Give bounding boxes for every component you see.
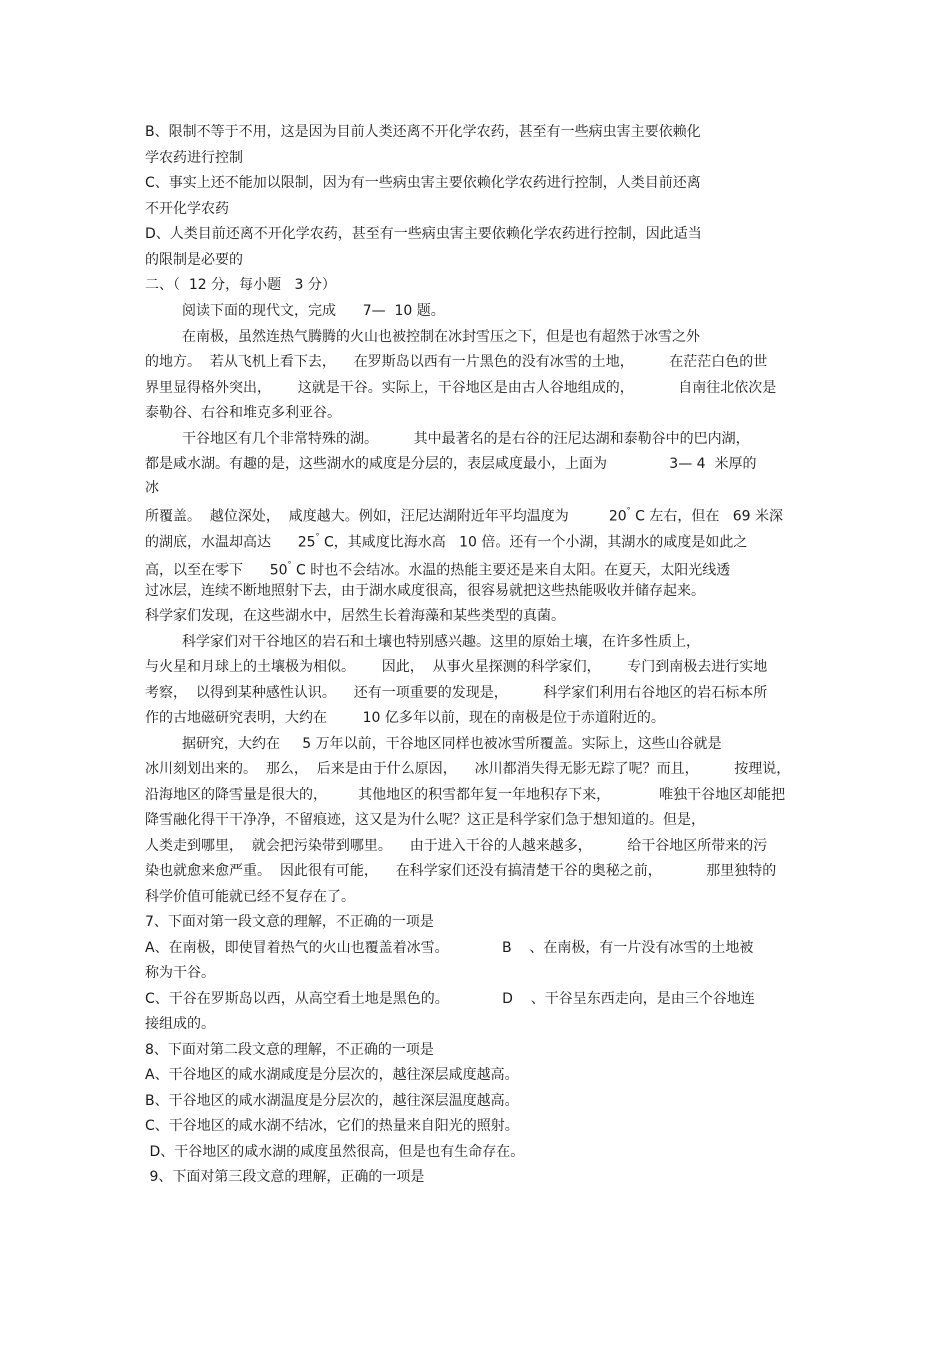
question-7-options-cd-cont: 接组成的。 [145,1016,215,1032]
paragraph-1-line: 界里显得格外突出， 这就是干谷。实际上，干谷地区是由古人谷地组成的， 自南往北依次是 [145,380,777,396]
reading-instruction: 阅读下面的现代文，完成 7— 10 题。 [182,303,445,319]
paragraph-2-line: 科学家们发现，在这些湖水中，居然生长着海藻和某些类型的真菌。 [145,608,565,624]
question-9: 9、下面对第三段文意的理解，正确的一项是 [145,1169,425,1185]
paragraph-2-line: 冰 [145,480,159,496]
option-b-line-1: B、限制不等于不用，这是因为目前人类还离不开化学农药，甚至有一些病虫害主要依赖化 [145,124,701,140]
option-c-line-2: 不开化学农药 [145,201,229,217]
question-8: 8、下面对第二段文意的理解，不正确的一项是 [145,1042,434,1058]
degree-mark: ° [315,532,320,541]
option-d-line-2: 的限制是必要的 [145,252,243,268]
paragraph-2-line: 过冰层，连续不断地照射下去，由于湖水咸度很高，很容易就把这些热能吸收并储存起来。 [145,583,705,599]
question-7-options-ab-cont: 称为干谷。 [145,965,215,981]
paragraph-1-line: 的地方。 若从飞机上看下去， 在罗斯岛以西有一片黑色的没有冰雪的土地， 在茫茫白色的世 [145,354,768,370]
paragraph-3-line: 考察， 以得到某种感性认识。 还有一项重要的发现是， 科学家们利用右谷地区的岩石标本所 [145,685,768,701]
paragraph-4-line: 冰川刻划出来的。 那么， 后来是由于什么原因， 冰川都消失得无影无踪了呢？而且， 按理说， [145,761,791,777]
question-8-option-a: A、干谷地区的咸水湖咸度是分层次的，越往深层咸度越高。 [145,1067,519,1083]
question-8-option-c: C、干谷地区的咸水湖不结冰，它们的热量来自阳光的照射。 [145,1118,519,1134]
question-7-options-cd: C、干谷在罗斯岛以西，从高空看土地是黑色的。 D 、干谷呈东西走向，是由三个谷地连 [145,991,755,1007]
paragraph-1-line: 泰勒谷、右谷和堆克多利亚谷。 [145,405,341,421]
paragraph-4-line: 科学价值可能就已经不复存在了。 [145,889,355,905]
question-7: 7、下面对第一段文意的理解，不正确的一项是 [145,914,434,930]
question-7-options-ab: A、在南极，即使冒着热气的火山也覆盖着冰雪。 B 、在南极，有一片没有冰雪的土地被 [145,940,754,956]
paragraph-2-line: 高，以至在零下 50° C 时也不会结冰。水温的热能主要还是来自太阳。在夏天，太阳光线透 [145,560,731,579]
section-heading: 二、（ 12 分，每小题 3 分） [145,277,336,293]
paragraph-3-line: 与火星和月球上的土壤极为相似。 因此， 从事火星探测的科学家们， 专门到南极去进行实地 [145,659,768,675]
paragraph-3-line: 作的古地磁研究表明，大约在 10 亿多年以前，现在的南极是位于赤道附近的。 [145,710,665,726]
paragraph-2-line: 都是咸水湖。有趣的是，这些湖水的咸度是分层的，表层咸度最小，上面为 3— 4 米厚的 [145,456,757,472]
option-b-line-2: 学农药进行控制 [145,150,243,166]
paragraph-4-line: 人类走到哪里， 就会把污染带到哪里。 由于进入干谷的人越来越多， 给干谷地区所带来的污 [145,838,768,854]
paragraph-3-line: 科学家们对干谷地区的岩石和土壤也特别感兴趣。这里的原始土壤，在许多性质上， [182,634,700,650]
option-d-line-1: D、人类目前还离不开化学农药，甚至有一些病虫害主要依赖化学农药进行控制，因此适当 [145,226,702,242]
paragraph-4-line: 据研究，大约在 5 万年以前，干谷地区同样也被冰雪所覆盖。实际上，这些山谷就是 [182,736,722,752]
degree-mark: ° [287,560,292,569]
paragraph-4-line: 沿海地区的降雪量是很大的， 其他地区的积雪都年复一年地积存下来， 唯独干谷地区却能把 [145,787,786,803]
question-8-option-b: B、干谷地区的咸水湖温度是分层次的，越往深层温度越高。 [145,1093,519,1109]
paragraph-4-line: 降雪融化得干干净净，不留痕迹，这又是为什么呢？这正是科学家们急于想知道的。但是， [145,812,705,828]
question-8-option-d: D、干谷地区的咸水湖的咸度虽然很高，但是也有生命存在。 [145,1144,525,1160]
paragraph-2-line: 干谷地区有几个非常特殊的湖。 其中最著名的是右谷的汪尼达湖和泰勒谷中的巴内湖， [182,431,750,447]
option-c-line-1: C、事实上还不能加以限制，因为有一些病虫害主要依赖化学农药进行控制，人类目前还离 [145,175,701,191]
paragraph-1-line: 在南极，虽然连热气腾腾的火山也被控制在冰封雪压之下，但是也有超然于冰雪之外 [182,329,700,345]
paragraph-2-line: 的湖底，水温却高达 25° C，其咸度比海水高 10 倍。还有一个小湖，其湖水的咸度是如此之 [145,532,748,551]
paragraph-4-line: 染也就愈来愈严重。 因此很有可能， 在科学家们还没有搞清楚干谷的奥秘之前， 那里独特的 [145,863,777,879]
paragraph-2-line: 所覆盖。 越位深处， 咸度越大。例如，汪尼达湖附近年平均温度为 20° C 左右，但在 69 米深 [145,506,783,525]
degree-mark: ° [626,506,631,515]
